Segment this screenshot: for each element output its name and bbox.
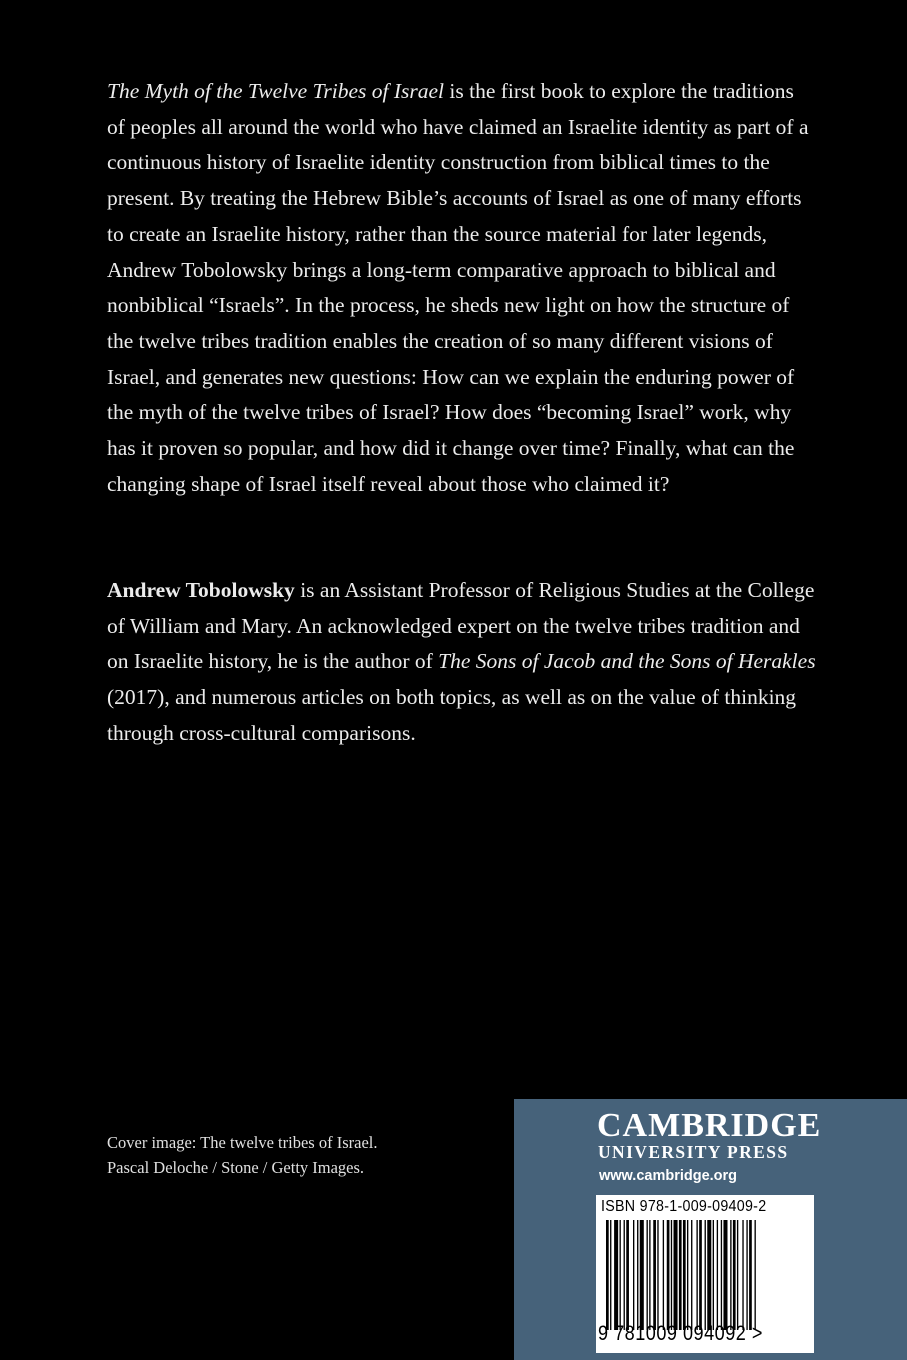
author-name: Andrew Tobolowsky xyxy=(107,578,295,602)
publisher-url[interactable]: www.cambridge.org xyxy=(599,1168,738,1184)
book-description xyxy=(107,74,817,502)
previous-book-title: The Sons of Jacob and the Sons of Herakles xyxy=(438,649,816,674)
publisher-subtitle: UNIVERSITY PRESS xyxy=(598,1142,789,1162)
credit-line-2: Pascal Deloche / Stone / Getty Images. xyxy=(107,1158,365,1177)
author-bio xyxy=(107,573,817,752)
bio-text-1: is an Assistant Professor of Religious Studies at the College of William and Mary. An acknowledged expert on the twelve tribes tradition and on Israelite history, he is the author of xyxy=(107,578,815,674)
description-text: is the first book to explore the traditions of peoples all around the world who have claimed an Israelite identity as part of a continuous history of Israelite identity construction from biblical times to the present. By treating the Hebrew Bible’s accounts of Israel as one of many efforts to create an Israelite history, rather than the source material for later legends, Andrew Tobolowsky brings a long-term comparative approach to biblical and nonbiblical “Israels”. In the process, he sheds new light on how the structure of the twelve tribes tradition enables the creation of so many different visions of Israel, and generates new questions: How can we explain the enduring power of the myth of the twelve tribes of Israel? How does “becoming Israel” work, why has it proven so popular, and how did it change over time? Finally, what can the changing shape of Israel itself reveal about those who claimed it? xyxy=(107,79,809,496)
publisher-name: CAMBRIDGE xyxy=(597,1107,822,1144)
cover-image-credit xyxy=(107,1130,487,1180)
isbn-label: ISBN 978-1-009-09409-2 xyxy=(601,1198,767,1215)
book-title: The Myth of the Twelve Tribes of Israel xyxy=(107,79,444,103)
publisher-panel xyxy=(514,1099,907,1360)
bio-text-2: (2017), and numerous articles on both topics, as well as on the value of thinking through cross-cultural comparisons. xyxy=(107,685,797,745)
barcode-digits: 9 781009 094092 > xyxy=(598,1322,763,1345)
barcode-icon xyxy=(604,1220,804,1330)
isbn-barcode-panel xyxy=(596,1195,814,1353)
credit-line-1: Cover image: The twelve tribes of Israel. xyxy=(107,1133,378,1152)
